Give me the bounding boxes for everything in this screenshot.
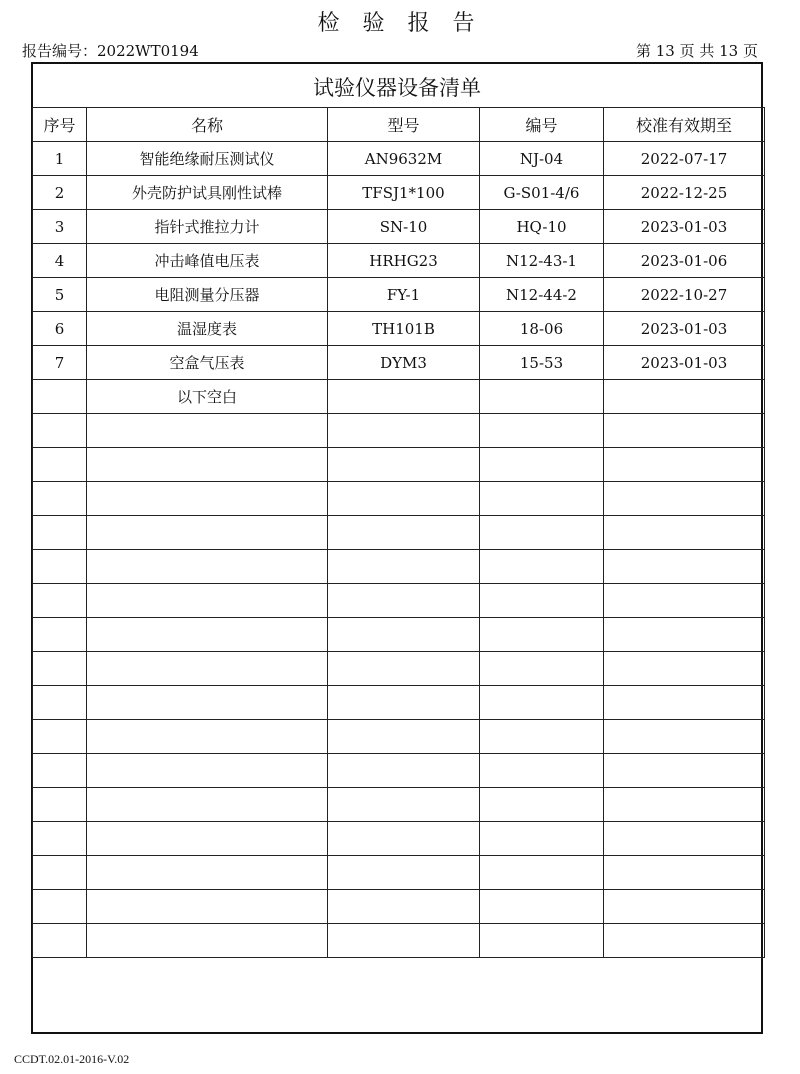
table-cell: [328, 754, 480, 788]
table-cell: 2023-01-03: [604, 346, 765, 380]
table-cell: [33, 448, 87, 482]
table-cell: [604, 448, 765, 482]
table-cell: [480, 822, 604, 856]
page-indicator: 第 13 页 共 13 页: [635, 42, 758, 60]
table-cell: 2022-10-27: [604, 278, 765, 312]
table-cell: 18-06: [480, 312, 604, 346]
table-header-row: [33, 108, 765, 142]
table-cell: [604, 482, 765, 516]
table-cell: [604, 516, 765, 550]
table-cell: 2023-01-03: [604, 210, 765, 244]
table-cell: 1: [33, 142, 87, 176]
table-cell: [33, 618, 87, 652]
table-cell: FY-1: [328, 278, 480, 312]
table-cell: N12-43-1: [480, 244, 604, 278]
table-cell: 2: [33, 176, 87, 210]
table-cell: [33, 890, 87, 924]
column-header: 序号: [33, 108, 87, 142]
table-cell: 智能绝缘耐压测试仪: [87, 142, 328, 176]
table-row: [33, 380, 765, 414]
table-cell: [604, 822, 765, 856]
table-row: [33, 176, 765, 210]
table-cell: [33, 584, 87, 618]
table-cell: AN9632M: [328, 142, 480, 176]
table-cell: [328, 550, 480, 584]
column-header: 名称: [87, 108, 328, 142]
table-cell: [480, 550, 604, 584]
table-cell: [87, 550, 328, 584]
table-cell: [604, 890, 765, 924]
table-cell: [480, 788, 604, 822]
table-cell: [604, 686, 765, 720]
table-cell: [604, 414, 765, 448]
table-row: [33, 686, 765, 720]
table-cell: [604, 584, 765, 618]
table-cell: [33, 516, 87, 550]
table-cell: [328, 618, 480, 652]
table-cell: [87, 516, 328, 550]
table-cell: [328, 788, 480, 822]
table-cell: [87, 448, 328, 482]
table-row: [33, 652, 765, 686]
table-row: [33, 516, 765, 550]
table-cell: [87, 720, 328, 754]
table-cell: [87, 652, 328, 686]
table-cell: [480, 516, 604, 550]
table-row: [33, 856, 765, 890]
table-cell: NJ-04: [480, 142, 604, 176]
table-row: [33, 142, 765, 176]
table-cell: [480, 856, 604, 890]
table-cell: [33, 924, 87, 958]
table-cell: [328, 584, 480, 618]
table-cell: [87, 822, 328, 856]
table-cell: [87, 754, 328, 788]
table-cell: [480, 618, 604, 652]
table-row: [33, 924, 765, 958]
table-cell: 指针式推拉力计: [87, 210, 328, 244]
table-row: [33, 414, 765, 448]
table-cell: TH101B: [328, 312, 480, 346]
table-cell: [33, 720, 87, 754]
table-cell: DYM3: [328, 346, 480, 380]
table-row: [33, 550, 765, 584]
table-cell: [328, 856, 480, 890]
table-cell: [604, 788, 765, 822]
table-cell: [87, 686, 328, 720]
table-cell: [328, 482, 480, 516]
table-cell: [480, 754, 604, 788]
table-cell: 空盒气压表: [87, 346, 328, 380]
table-cell: [480, 584, 604, 618]
table-cell: [33, 414, 87, 448]
table-cell: 15-53: [480, 346, 604, 380]
table-cell: 4: [33, 244, 87, 278]
table-cell: 7: [33, 346, 87, 380]
table-cell: [87, 618, 328, 652]
table-row: [33, 618, 765, 652]
column-header: 编号: [480, 108, 604, 142]
table-row: [33, 346, 765, 380]
table-cell: [87, 584, 328, 618]
table-cell: 温湿度表: [87, 312, 328, 346]
report-frame: [31, 62, 763, 1034]
table-cell: 5: [33, 278, 87, 312]
equipment-table: [32, 107, 765, 958]
table-cell: [480, 686, 604, 720]
table-cell: 2022-07-17: [604, 142, 765, 176]
table-row: [33, 278, 765, 312]
table-row: [33, 720, 765, 754]
table-title: 试验仪器设备清单: [313, 76, 481, 100]
table-cell: HQ-10: [480, 210, 604, 244]
table-cell: [33, 788, 87, 822]
table-cell: 2023-01-03: [604, 312, 765, 346]
table-cell: [604, 856, 765, 890]
table-cell: N12-44-2: [480, 278, 604, 312]
table-cell: 以下空白: [87, 380, 328, 414]
table-cell: [604, 924, 765, 958]
table-cell: [33, 822, 87, 856]
table-cell: 6: [33, 312, 87, 346]
table-cell: [87, 482, 328, 516]
table-cell: 2022-12-25: [604, 176, 765, 210]
table-cell: [604, 618, 765, 652]
table-cell: [328, 890, 480, 924]
table-cell: 2023-01-06: [604, 244, 765, 278]
table-cell: [480, 482, 604, 516]
table-row: [33, 754, 765, 788]
table-cell: SN-10: [328, 210, 480, 244]
table-row: [33, 210, 765, 244]
table-cell: [33, 686, 87, 720]
document-code: CCDT.02.01-2016-V.02: [14, 1052, 130, 1066]
table-cell: [33, 652, 87, 686]
table-row: [33, 448, 765, 482]
table-cell: [604, 550, 765, 584]
table-cell: 3: [33, 210, 87, 244]
table-cell: [480, 924, 604, 958]
report-title: 检 验 报 告: [317, 11, 483, 36]
report-number: 报告编号：2022WT0194: [22, 42, 199, 60]
table-cell: [33, 380, 87, 414]
table-cell: [328, 652, 480, 686]
table-cell: [328, 822, 480, 856]
table-cell: [328, 686, 480, 720]
table-row: [33, 482, 765, 516]
table-row: [33, 244, 765, 278]
table-cell: [87, 788, 328, 822]
table-cell: [480, 380, 604, 414]
table-cell: [87, 856, 328, 890]
table-cell: G-S01-4/6: [480, 176, 604, 210]
table-row: [33, 312, 765, 346]
table-cell: [87, 414, 328, 448]
table-row: [33, 890, 765, 924]
column-header: 校准有效期至: [604, 108, 765, 142]
table-cell: TFSJ1*100: [328, 176, 480, 210]
table-cell: [87, 924, 328, 958]
table-cell: [328, 448, 480, 482]
table-cell: [604, 652, 765, 686]
table-cell: [328, 380, 480, 414]
table-cell: [480, 720, 604, 754]
table-cell: [328, 720, 480, 754]
table-cell: [604, 720, 765, 754]
table-cell: [33, 550, 87, 584]
table-cell: [33, 754, 87, 788]
table-cell: HRHG23: [328, 244, 480, 278]
table-cell: [480, 448, 604, 482]
table-cell: [604, 380, 765, 414]
table-cell: 电阻测量分压器: [87, 278, 328, 312]
table-cell: [328, 414, 480, 448]
table-cell: [480, 414, 604, 448]
table-cell: 冲击峰值电压表: [87, 244, 328, 278]
table-cell: 外壳防护试具刚性试棒: [87, 176, 328, 210]
table-cell: [33, 482, 87, 516]
table-cell: [480, 652, 604, 686]
table-cell: [328, 516, 480, 550]
table-row: [33, 822, 765, 856]
table-cell: [480, 890, 604, 924]
table-row: [33, 584, 765, 618]
table-cell: [87, 890, 328, 924]
table-cell: [328, 924, 480, 958]
table-row: [33, 788, 765, 822]
column-header: 型号: [328, 108, 480, 142]
table-cell: [33, 856, 87, 890]
table-cell: [604, 754, 765, 788]
